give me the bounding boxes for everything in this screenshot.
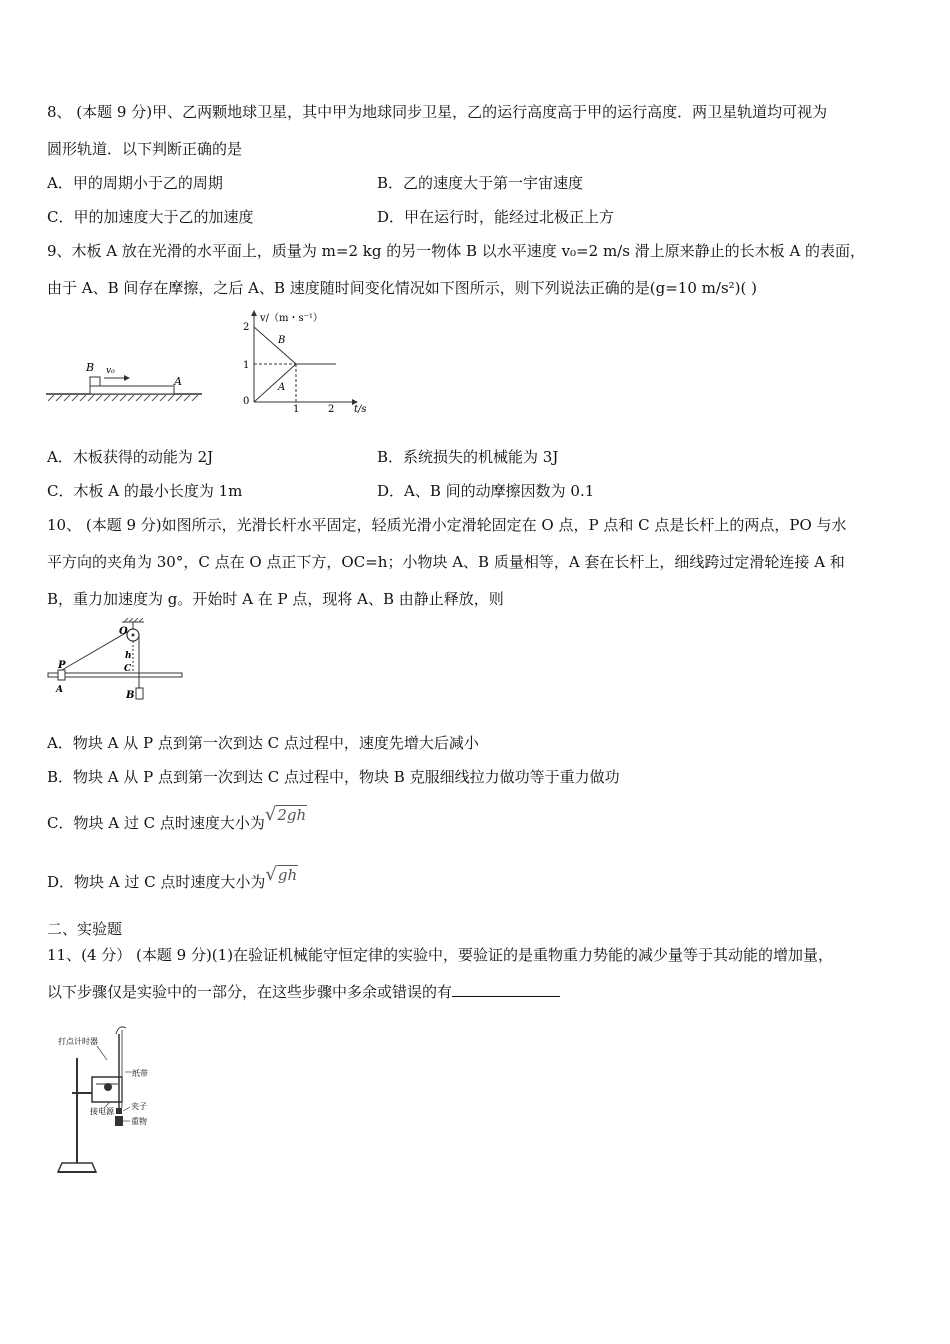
block-b-shape (90, 377, 100, 386)
q8-stem-line2: 圆形轨道．以下判断正确的是 (47, 140, 243, 158)
q10-option-b: B．物块 A 从 P 点到第一次到达 C 点过程中，物块 B 克服细线拉力做功等于重力做功 (47, 768, 620, 786)
xtick-2: 2 (328, 404, 335, 415)
label-a: A (174, 375, 182, 388)
label-timer: 打点计时器 (58, 1037, 98, 1046)
label-v0: v₀ (106, 366, 115, 376)
label-p: P (58, 660, 66, 671)
q8-option-b: B．乙的速度大于第一宇宙速度 (377, 174, 584, 192)
q9-vt-graph (236, 308, 376, 418)
label-c: C (124, 664, 132, 674)
answer-blank[interactable] (452, 982, 560, 997)
label-tape: 纸带 (132, 1069, 148, 1078)
graph-xlabel: t/s (354, 404, 367, 415)
line-a (254, 364, 296, 402)
q9-option-a: A．木板获得的动能为 2J (47, 448, 214, 466)
line-b (254, 327, 296, 364)
q10-pulley-figure (44, 618, 189, 704)
ytick-0: 0 (243, 396, 250, 407)
graph-ylabel: v/（m・s⁻¹） (260, 313, 323, 324)
q9-option-c: C．木板 A 的最小长度为 1m (47, 482, 243, 500)
graph-label-b: B (278, 335, 286, 346)
q10-stem-line2: 平方向的夹角为 30°，C 点在 O 点正下方，OC=h；小物块 A、B 质量相等，A 套在长杆上，细线跨过定滑轮连接 A 和 (47, 553, 845, 571)
block-b-shape (136, 688, 143, 699)
q10-option-c (47, 804, 307, 833)
weight-shape (115, 1116, 123, 1126)
q10-option-d (47, 864, 298, 892)
xtick-1: 1 (293, 404, 300, 415)
q9-stem-line2: 由于 A、B 间存在摩擦，之后 A、B 速度随时间变化情况如下图所示，则下列说法正确的是(g=10 m/s²)( ) (47, 279, 757, 297)
q10-stem-line3: B，重力加速度为 g。开始时 A 在 P 点，现将 A、B 由静止释放，则 (47, 590, 504, 608)
q10-option-d-text: D．物块 A 过 C 点时速度大小为 (47, 873, 266, 891)
q9-board-figure (44, 358, 204, 404)
label-power: 接电源 (90, 1107, 114, 1116)
ytick-1: 1 (243, 360, 250, 371)
sqrt-gh-radicand: gh (277, 866, 298, 884)
graph-label-a: A (278, 382, 286, 393)
q11-stem-line1: 11、(4 分） (本题 9 分)(1)在验证机械能守恒定律的实验中，要验证的是重物重力势能的减少量等于其动能的增加量， (47, 946, 834, 964)
ytick-2: 2 (243, 322, 250, 333)
section-heading: 二、实验题 (47, 920, 123, 938)
label-b: B (126, 690, 135, 701)
horizontal-rod (48, 673, 182, 677)
q11-stem-line2-text: 以下步骤仅是实验中的一部分，在这些步骤中多余或错误的有 (47, 983, 453, 1001)
q11-apparatus-figure (52, 1020, 162, 1180)
label-weight: 重物 (131, 1117, 147, 1126)
block-a-shape (58, 670, 65, 680)
sqrt-2gh-expression: √2gh (264, 804, 307, 825)
q8-option-c: C．甲的加速度大于乙的加速度 (47, 208, 254, 226)
label-h: h (125, 651, 132, 661)
sqrt-2gh-radicand: 2gh (277, 806, 307, 824)
q11-stem-line2 (47, 982, 560, 1002)
q9-option-d: D．A、B 间的动摩擦因数为 0.1 (377, 482, 595, 500)
board-a-shape (90, 386, 174, 394)
q8-stem-line1: 8、 (本题 9 分)甲、乙两颗地球卫星，其中甲为地球同步卫星，乙的运行高度高于甲的运行高度．两卫星轨道均可视为 (47, 103, 828, 121)
q10-stem-line1: 10、 (本题 9 分)如图所示，光滑长杆水平固定，轻质光滑小定滑轮固定在 O 点，P 点和 C 点是长杆上的两点，PO 与水 (47, 516, 847, 534)
q10-option-a: A．物块 A 从 P 点到第一次到达 C 点过程中，速度先增大后减小 (47, 734, 479, 752)
q10-option-c-text: C．物块 A 过 C 点时速度大小为 (47, 814, 265, 832)
label-o: O (119, 626, 128, 637)
q8-option-d: D．甲在运行时，能经过北极正上方 (377, 208, 615, 226)
q9-stem-line1: 9、木板 A 放在光滑的水平面上，质量为 m=2 kg 的另一物体 B 以水平速度 v₀=2 m/s 滑上原来静止的长木板 A 的表面， (47, 242, 866, 260)
label-a: A (56, 685, 63, 695)
q8-option-a: A．甲的周期小于乙的周期 (47, 174, 223, 192)
label-b: B (86, 361, 95, 374)
sqrt-gh-expression: √gh (265, 864, 298, 885)
label-clip: 夹子 (131, 1102, 147, 1111)
q9-option-b: B．系统损失的机械能为 3J (377, 448, 559, 466)
